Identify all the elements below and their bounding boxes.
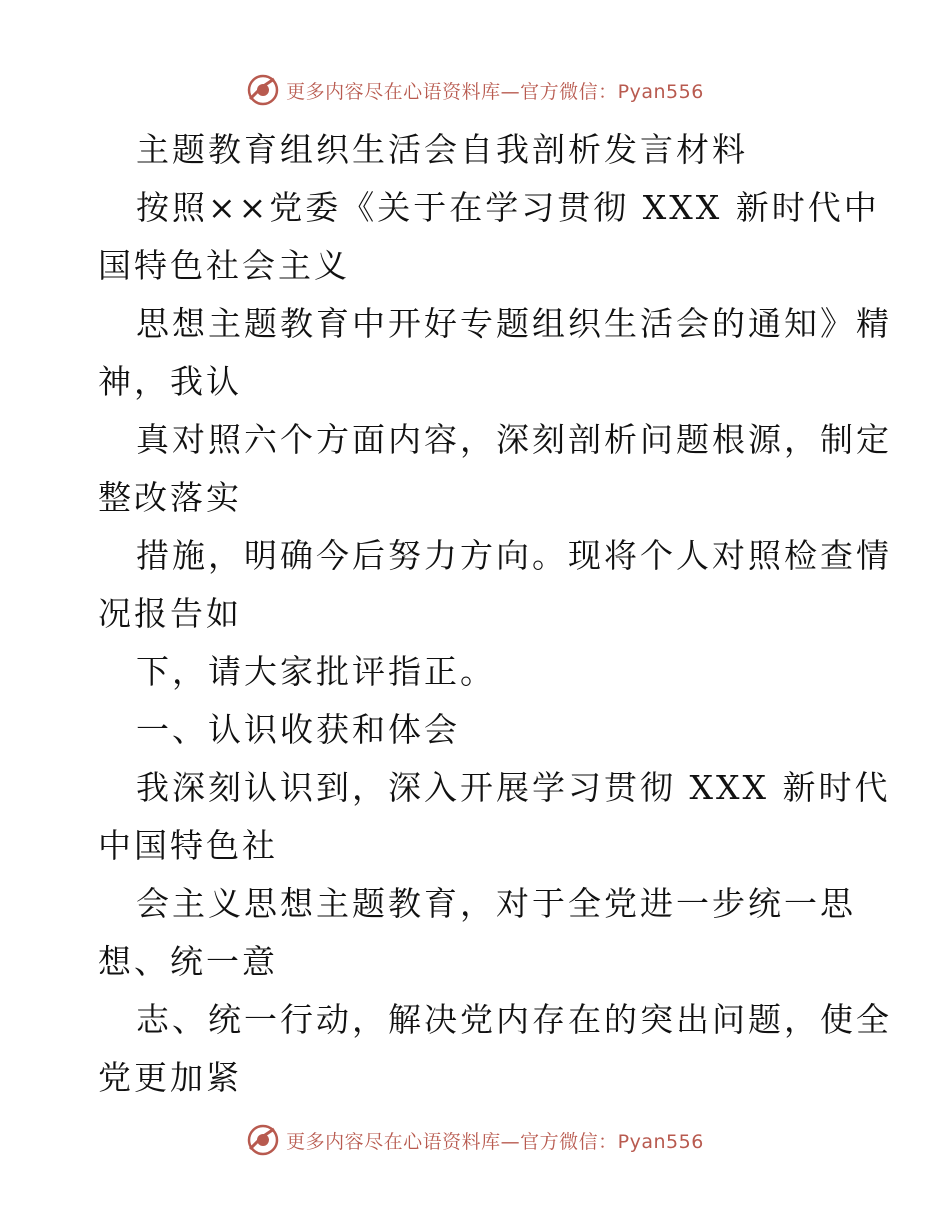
paragraph-line: 我深刻认识到，深入开展学习贯彻 XXX 新时代 xyxy=(136,768,891,807)
header-banner-text: 更多内容尽在心语资料库—官方微信：Pyan556 xyxy=(286,80,704,103)
paragraph-line: 中国特色社 xyxy=(98,826,278,865)
footer-banner-text: 更多内容尽在心语资料库—官方微信：Pyan556 xyxy=(286,1130,704,1153)
paragraph-line: 下，请大家批评指正。 xyxy=(136,652,496,691)
document-body xyxy=(98,121,892,1107)
footer-banner xyxy=(0,1120,950,1160)
paragraph-line: 整改落实 xyxy=(98,478,242,517)
header-banner xyxy=(0,70,950,110)
paragraph-line: 志、统一行动，解决党内存在的突出问题，使全 xyxy=(136,1000,892,1039)
paragraph-line: 会主义思想主题教育，对于全党进一步统一思 xyxy=(136,884,856,923)
seal-logo-icon xyxy=(246,73,280,107)
seal-logo-icon xyxy=(246,1123,280,1157)
paragraph-line: 想、统一意 xyxy=(98,942,278,981)
section-heading: 一、认识收获和体会 xyxy=(136,710,460,749)
paragraph-line: 按照××党委《关于在学习贯彻 XXX 新时代中 xyxy=(136,188,880,227)
document-title: 主题教育组织生活会自我剖析发言材料 xyxy=(136,130,748,169)
paragraph-line: 神，我认 xyxy=(98,362,242,401)
paragraph-line: 思想主题教育中开好专题组织生活会的通知》精 xyxy=(136,304,892,343)
paragraph-line: 况报告如 xyxy=(98,594,242,633)
paragraph-line: 措施，明确今后努力方向。现将个人对照检查情 xyxy=(136,536,892,575)
paragraph-line: 真对照六个方面内容，深刻剖析问题根源，制定 xyxy=(136,420,892,459)
paragraph-line: 国特色社会主义 xyxy=(98,246,350,285)
paragraph-line: 党更加紧 xyxy=(98,1058,242,1097)
